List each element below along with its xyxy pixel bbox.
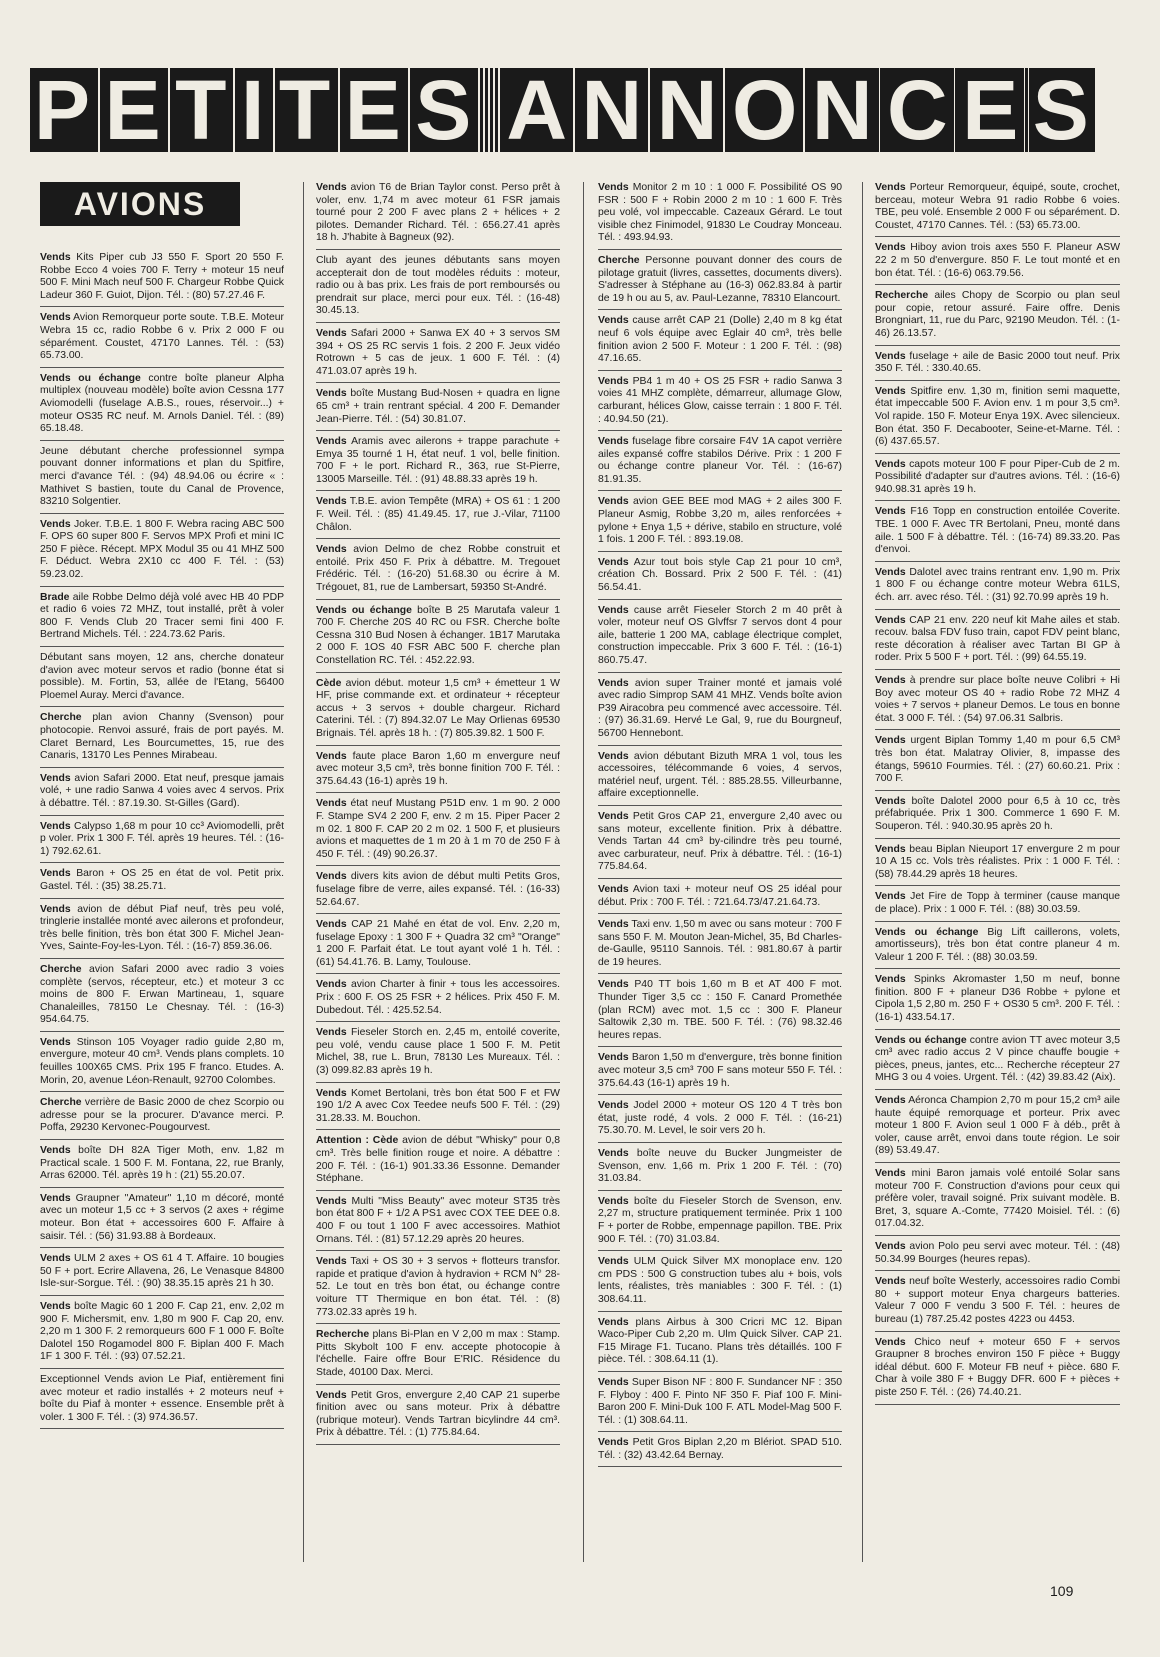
classified-ad [598, 1256, 842, 1311]
masthead-title [30, 63, 1095, 157]
ad-lead: Recherche [875, 290, 929, 302]
ad-text: Super Bison NF : 800 F. Sundancer NF : 350 F. Flyboy : 400 F. Pinto NF 350 F. Piaf 100 F. Mini-Baron 200 F. Mini-Duk 100 F. ATL Model-Mag 500 F. Tél. : (1) 308.64.11. [598, 1376, 842, 1426]
ad-text: beau Biplan Nieuport 17 envergure 2 m pour 10 A 15 cc. Vols très réalistes. Prix : 1 000 F. Tél. : (58) 78.44.29 après 18 heures. [875, 843, 1120, 880]
classified-ad [316, 605, 560, 673]
classified-ad [40, 1374, 284, 1429]
ad-lead: Vends [598, 556, 629, 568]
ad-text: contre avion TT avec moteur 3,5 cm³ avec radio accus 2 V pince chauffe bougie + pièces, pneus, jantes, etc... Recherche récepteur 27 MHG 3 ou 4 voies. Urgent. Tél. : (42) 39.83.42 (Aix). [875, 1034, 1120, 1084]
ad-lead: Vends [875, 675, 906, 686]
ad-text: Kits Piper cub J3 550 F. Sport 20 550 F. Robbe Ecco 4 voies 700 F. Terry + moteur 15 neuf 500 F. Mini Mach neuf 500 F. Chargeur Robbe Quick Ladeur 360 F. Guiot, Dijon. Tél. : (80) 57.27.46 F. [40, 252, 284, 301]
masthead-letter: T [171, 68, 232, 152]
classified-ad [40, 904, 284, 959]
ad-text: cause arrêt Fieseler Storch 2 m 40 prêt à voler, moteur neuf OS Glvffsr 7 servos dont 4 pour aile, batterie 1 200 MA, cablage électrique complet, construction impeccable. Prix 3 600 F. Tél. : (16-1) 860.75.47. [598, 604, 842, 666]
ad-lead: Vends [875, 974, 906, 986]
ad-text: Monitor 2 m 10 : 1 000 F. Possibilité OS 90 FSR : 500 F + Robin 2000 2 m 10 : 1 600 F. Très peu volé, vol impeccable. Cazeaux Gérard. Le tout visible chez Finimodel, 91830 Le Coudray Monceau. Tél. : 493.94.93. [598, 182, 842, 244]
classified-ad [316, 436, 560, 491]
classified-ad [316, 678, 560, 746]
classified-ad [598, 557, 842, 600]
ad-lead: Cède [316, 677, 342, 689]
classified-ad [316, 1088, 560, 1131]
ad-text: avion débutant Bizuth MRA 1 vol, tous les accessoires, télécommande 6 voies, 4 servos, matériel neuf, urgent. Tél. : 885.28.55. Villeurbanne, affaire exceptionnelle. [598, 750, 842, 800]
ad-text: Baron + OS 25 en état de vol. Petit prix. Gastel. Tél. : (35) 38.25.71. [40, 868, 284, 892]
ad-text: capots moteur 100 F pour Piper-Cub de 2 m. Possibilité d'adapter sur d'autres avions. Tél. : (16-6) 940.98.31 après 19 h. [875, 458, 1120, 495]
ads-column-3 [598, 182, 842, 1472]
ad-text: Exceptionnel Vends avion Le Piaf, entièrement fini avec moteur et radio installés + 2 moteurs neuf + boîte du Piaf à monter + essence. Ensemble prêt à voler. 1 300 F. Tél. : (3) 974.36.57. [40, 1373, 284, 1423]
classified-ad [316, 1135, 560, 1190]
classified-ad [875, 459, 1120, 502]
classified-ad [40, 1097, 284, 1140]
ad-lead: Vends [40, 252, 71, 263]
ad-lead: Vends [875, 1095, 906, 1107]
ad-lead: Vends [598, 1100, 629, 1112]
ad-lead: Vends [598, 677, 629, 689]
classified-ad [40, 1193, 284, 1248]
ad-text: Calypso 1,68 m pour 10 cc³ Aviomodelli, prêt p voler. Prix 1 300 F. Tél. après 19 heures. Tél. : (16-1) 792.62.61. [40, 820, 284, 857]
classified-ad [598, 182, 842, 250]
ad-text: Spitfire env. 1,30 m, finition semi maquette, état impeccable 500 F. Avion env. 1 m pour 3,5 cm³. Vol rapide. 150 F. Moteur Enya 19X. Avec silencieux. Bon état. 350 F. Decabooter, Seine-et-Marne. Tél. : (6) 437.65.57. [875, 385, 1120, 448]
masthead-letter: A [502, 68, 573, 152]
ad-lead: Vends [40, 820, 71, 832]
ad-text: Taxi env. 1,50 m avec ou sans moteur : 700 F sans 550 F. M. Mouton Jean-Michel, 35, Bd Charles-de-Gaulle, 95110 Sannois. Tél. : 981.80.67 à partir de 19 heures. [598, 919, 842, 968]
ad-text: Avion taxi + moteur neuf OS 25 idéal pour début. Prix : 700 F. Tél. : 721.64.73/47.21.64.73. [598, 883, 842, 908]
ad-text: CAP 21 env. 220 neuf kit Mahe ailes et stab. recouv. balsa FDV fuso train, capot FDV peint blanc, reste décoration à réaliser avec Tartan BI GP à roder. Prix 5 500 F + port. Tél. : (99) 64.55.19. [875, 614, 1120, 664]
ad-lead: Vends [598, 496, 629, 508]
classified-ad [598, 376, 842, 431]
classified-ad [875, 615, 1120, 670]
ad-text: boîte B 25 Marutafa valeur 1 700 F. Cherche 20S 40 RC ou FSR. Cherche boîte Cessna 310 Bud Nosen à échanger. 1B17 Marutaka 2 000 F. 1OS 40 FSR ABC 500 F. cherche plan Constellation RC. Tél. : 452.22.93. [316, 604, 560, 666]
ad-lead: Vends [40, 868, 71, 880]
ad-text: boîte du Fieseler Storch de Svenson, env. 2,27 m, structure pratiquement terminée. Prix 1 100 F + porter de Robbe, empennage papillon. TBE. Prix 900 F. Tél. : (70) 31.03.84. [598, 1195, 842, 1245]
ad-text: boîte DH 82A Tiger Moth, env. 1,82 m Practical scale. 1 500 F. M. Fontana, 22, rue Branly, Arras 62000. Tél. après 19 h : (21) 55.20.07. [40, 1145, 284, 1182]
classified-ad [875, 1095, 1120, 1163]
ad-text: aile Robbe Delmo déjà volé avec HB 40 PDP et radio 6 voies 72 MHZ, tout installé, prêt à voler 800 F. Vends Club 20 Tracer semi fini 400 F. Bertrand Michels. Tél. : 224.73.62 Paris. [40, 591, 284, 641]
ad-text: Hiboy avion trois axes 550 F. Planeur ASW 22 2 m 50 d'envergure. 850 F. Le tout monté et en bon état. Tél. : (16-6) 063.79.56. [875, 242, 1120, 279]
ad-text: Porteur Remorqueur, équipé, soute, crochet, berceau, moteur Webra 91 radio Robbe 6 voies. TBE, peu volé. Ensemble 2 000 F ou séparément. D. Coustet, 47170 Cannes. Tél. : (53) 65.73.00. [875, 182, 1120, 231]
ad-lead: Vends [40, 312, 71, 324]
ad-lead: Attention : Cède [316, 1135, 399, 1147]
ad-text: plans Airbus à 300 Cricri MC 12. Bipan Waco-Piper Cub 2,20 m. Ulm Quick Silver. CAP 21. F15 Mirage F1. Tucano. Plans très détaillés. 100 F pièce. Tél. : 308.64.11 (1). [598, 1316, 842, 1366]
ad-lead: Vends [875, 566, 906, 578]
ad-text: Taxi + OS 30 + 3 servos + flotteurs transfor. rapide et pratique d'avion à hydravion + RCM N° 28-52. Le tout en très bon état, ou échange contre voiture TT Thermique en bon état. Tél. : (8) 773.02.33 après 19 h. [316, 1256, 560, 1318]
classified-ad [40, 446, 284, 514]
classified-ad [875, 290, 1120, 345]
ad-lead: Brade [40, 591, 70, 603]
ad-text: ailes Chopy de Scorpio ou plan seul pour copie, retour assuré. Faire offre. Denis Brongniart, 11, rue du Parc, 92190 Meudon. Tél. : (1-46) 26.13.57. [875, 290, 1120, 339]
ads-column-4 [875, 182, 1120, 1410]
classified-ad [598, 1196, 842, 1251]
masthead-letter: T [275, 68, 336, 152]
classified-ad [316, 1196, 560, 1251]
ad-lead: Vends [598, 919, 629, 931]
ad-lead: Vends [598, 1316, 629, 1328]
ad-lead: Vends [40, 903, 71, 915]
classified-ad [875, 1168, 1120, 1236]
ad-lead: Vends [598, 883, 629, 895]
ad-lead: Vends [598, 375, 629, 387]
ad-text: Aramis avec ailerons + trappe parachute + Emya 35 tourné 1 H, état neuf. 1 vol, belle finition. 700 F + le port. Richard R., 363, rue St-Pierre, 13005 Marseille. Tél. : (91) 48.88.33 après 19 h. [316, 436, 560, 485]
ad-lead: Vends [875, 843, 906, 855]
ad-lead: Vends [875, 458, 906, 470]
classified-ad [40, 592, 284, 647]
ad-lead: Vends [316, 798, 347, 810]
ad-lead: Vends [875, 182, 906, 193]
classified-ad [875, 844, 1120, 887]
ad-text: P40 TT bois 1,60 m B et AT 400 F mot. Thunder Tiger 3,5 cc : 150 F. Canard Promethée (plan RCM) avec mot. 1,5 cc : 300 F. Planeur Saltowik 2,30 m. TBE. 500 F. Tél. : (76) 98.32.46 heures repas. [598, 979, 842, 1041]
classified-ad [40, 252, 284, 307]
ad-lead: Vends [316, 919, 347, 931]
ad-text: Komet Bertolani, très bon état 500 F et FW 190 1/2 A avec Cox Teedee neufs 500 F. Tél. : (29) 31.28.33. M. Bouchon. [316, 1087, 560, 1124]
classified-ad [316, 182, 560, 250]
masthead-letter: N [808, 68, 879, 152]
ad-text: Jeune débutant cherche professionnel sympa pouvant donner informations et plan du Spitfire, merci d'avance Tél. : (94) 48.94.06 ou écrire « : Mathivet S bastien, toute du Canal de Provence, 83210 Solgentier. [40, 445, 284, 508]
classified-ad [875, 506, 1120, 561]
ad-lead: Vends ou échange [875, 1034, 967, 1046]
classified-ad [316, 1329, 560, 1384]
classified-ad [316, 544, 560, 599]
classified-ad [875, 182, 1120, 237]
classified-ad [316, 919, 560, 974]
ad-lead: Vends [40, 1036, 71, 1048]
classified-ad [875, 1241, 1120, 1271]
ad-text: faute place Baron 1,60 m envergure neuf avec moteur 3,5 cm³, très bonne finition 700 F. Tél. : 375.64.43 (16-1) après 19 h. [316, 750, 560, 787]
ad-lead: Vends [598, 979, 629, 991]
classified-ad [40, 868, 284, 898]
ad-lead: Vends [598, 1052, 629, 1064]
ads-column-1 [40, 252, 284, 1434]
ad-lead: Vends [598, 1195, 629, 1207]
classified-ad [598, 1148, 842, 1191]
ad-text: ULM Quick Silver MX monoplace env. 120 cm PDS : 500 G construction tubes alu + bois, vols lents, réalistes, très maniables : 300 F. Tél. : (1) 308.64.11. [598, 1256, 842, 1305]
classified-ad [875, 1337, 1120, 1405]
column-rule [583, 182, 584, 1562]
column-rule [303, 182, 304, 1562]
classified-ad [875, 242, 1120, 285]
ad-text: Petit Gros Biplan 2,20 m Blériot. SPAD 510. Tél. : (32) 43.42.64 Bernay. [598, 1437, 842, 1461]
ad-text: Azur tout bois style Cap 21 pour 10 cm³, création Ch. Bossard. Prix 2 500 F. Tél. : (41) 56.54.41. [598, 556, 842, 594]
masthead-letter: N [653, 68, 724, 152]
classified-ad [598, 1317, 842, 1372]
classified-ad [40, 652, 284, 707]
masthead-letter: O [728, 68, 803, 152]
ad-text: T.B.E. avion Tempête (MRA) + OS 61 : 1 200 F. Weil. Tél. : (85) 41.49.45. 17, rue J.-Vilar, 71100 Châlon. [316, 496, 560, 533]
ad-lead: Vends [598, 1256, 629, 1268]
classified-ad [40, 1145, 284, 1188]
ad-text: Débutant sans moyen, 12 ans, cherche donateur d'avion avec moteur servos et radio (bonne état si possible). M. Fortin, 53, allée de l'Etang, 56400 Ploemel Auray. Merci d'avance. [40, 652, 284, 701]
ad-text: Dalotel avec trains rentrant env. 1,90 m. Prix 1 800 F ou échange contre moteur Webra 61LS, éch. arr. avec réso. Tél. : (31) 92.70.99 après 19 h. [875, 566, 1120, 604]
ad-lead: Cherche [40, 963, 82, 975]
masthead-letter: I [237, 68, 270, 152]
masthead-letter: E [101, 68, 167, 152]
classified-ad [40, 373, 284, 441]
ad-text: fuselage fibre corsaire F4V 1A capot verrière ailes expansé coffre stabilos Dérive. Prix : 1 200 F ou échange contre planeur Vor. Tél. : (16-67) 81.91.35. [598, 436, 842, 485]
ad-text: Spinks Akromaster 1,50 m neuf, bonne finition. 800 F + planeur D36 Robbe + pylone et Cipola 1,5 2,80 m. 250 F + OS30 5 cm³. 200 F. Tél. : (16-1) 433.54.17. [875, 974, 1120, 1024]
classified-ad [875, 351, 1120, 381]
ad-lead: Vends [316, 544, 347, 556]
classified-ad [40, 312, 284, 367]
ad-text: Petit Gros CAP 21, envergure 2,40 avec ou sans moteur, excellente finition. Prix à débattre. Vends Tartan 44 cm³ by-cilindre très peu tourné, avec carburateur, neuf. Prix à débattre. Tél. : (16-1) 775.84.64. [598, 810, 842, 873]
classified-ad [316, 255, 560, 323]
ad-text: Chico neuf + moteur 650 F + servos Graupner 8 broches environ 150 F pièce + Buggy idéal début. 600 F. Moteur FB neuf + pièce. 680 F. Char à voile 380 F + Buggy DFR. 600 F + pièces + piste 250 F. Tél. : (26) 74.40.21. [875, 1336, 1120, 1398]
classified-ad [40, 1037, 284, 1092]
ad-text: Jodel 2000 + moteur OS 120 4 T très bon état, juste rodé, 4 vols. 2 000 F. Tél. : (16-21) 75.30.70. M. Level, le soir vers 20 h. [598, 1100, 842, 1137]
classified-ad [316, 496, 560, 539]
ad-lead: Vends [40, 1192, 71, 1204]
ad-text: mini Baron jamais volé entoilé Solar sans moteur 700 F. Construction d'avions pour ceux qui préfère voler, travail soigné. Prix suivant modèle. B. Bret, 3, square A.-Comte, 77420 Moisiel. Tél. : (6) 017.04.32. [875, 1168, 1120, 1230]
ad-lead: Vends [316, 1389, 347, 1401]
classified-ad [875, 1035, 1120, 1090]
masthead-letter: S [1029, 68, 1095, 152]
classified-ad [598, 315, 842, 370]
classified-ad [40, 821, 284, 864]
ad-text: plans Bi-Plan en V 2,00 m max : Stamp. Pitts Skybolt 100 F env. accepte photocopie à l'échelle. Faire offre Bour E'RIC. Résidence du Stade, 40100 Dax. Merci. [316, 1329, 560, 1378]
classified-ad [598, 1377, 842, 1432]
classified-ad [875, 735, 1120, 790]
ad-text: boîte Magic 60 1 200 F. Cap 21, env. 2,02 m 900 F. Michersmit, env. 1,80 m 900 F. Cap 20, env. 2,20 m 1 300 F. 2 remorqueurs 600 F 1 000 F. Boîte Dalotel 150 Rogamodel 800 F. Biplan 400 F. Mach 1F 1 300 F. Tél. : (93) 07.52.21. [40, 1300, 284, 1363]
ad-text: contre boîte planeur Alpha multiplex (nouveau modèle) boîte avion Cessna 177 Aviomodelli (fuselage A.B.S., roues, réservoir...) + moteur OS35 RC neuf. M. Arnols Daniel. Tél. : (89) 65.18.48. [40, 372, 284, 435]
classified-ad [598, 979, 842, 1047]
ad-lead: Vends [316, 1087, 347, 1099]
classified-ad [875, 796, 1120, 839]
ad-lead: Vends [40, 1253, 71, 1265]
ad-text: Personne pouvant donner des cours de pilotage gratuit (livres, cassettes, documents divers). S'adresser à Stéphane au (16-3) 062.83.84 à partir de 19 h ou au 5, av. Paul-Lezanne, 78310 Elancourt. [598, 254, 842, 304]
ad-text: avion Polo peu servi avec moteur. Tél. : (48) 50.34.99 Bourges (heures repas). [875, 1240, 1120, 1265]
ad-text: cause arrêt CAP 21 (Dolle) 2,40 m 8 kg état neuf 6 vols équipe avec Eglair 40 cm³, très belle finition avion 2 500 F. Moteur : 1 200 F. Tél. : (98) 47.16.65. [598, 315, 842, 365]
ad-lead: Vends [598, 604, 629, 616]
masthead-letter: S [411, 68, 477, 152]
column-rule [862, 182, 863, 1562]
ad-lead: Vends [316, 979, 347, 991]
ad-text: Fieseler Storch en. 2,45 m, entoilé coverite, peu volé, vendu cause place 1 500 F. M. Petit Michel, 38, rue L. Brun, 78130 Les Mureaux. Tél. : (3) 099.82.83 après 19 h. [316, 1027, 560, 1077]
classified-ad [875, 567, 1120, 610]
ad-text: avion Charter à finir + tous les accessoires. Prix : 600 F. OS 25 FSR + 2 hélices. Prix 450 F. M. Dubedout. Tél. : 425.52.54. [316, 979, 560, 1016]
ad-lead: Recherche [316, 1329, 370, 1341]
masthead-letter: C [883, 68, 954, 152]
classified-ad [40, 773, 284, 816]
classified-ad [40, 712, 284, 767]
ad-text: à prendre sur place boîte neuve Colibri + Hi Boy avec moteur OS 40 + radio Robe 72 MHZ 4 voies + 7 servos + planeur Demos. Le tous en bonne état. 3 000 F. Tél. : (54) 97.06.31 Salbris. [875, 675, 1120, 724]
ad-lead: Vends [316, 496, 347, 508]
ad-lead: Vends [40, 518, 71, 530]
ad-lead: Cherche [598, 254, 640, 266]
ad-text: F16 Topp en construction entoilée Coverite. TBE. 1 000 F. Avec TR Bertolani, Pneu, monté dans aile. 1 500 F à débattre. Tél. : (16-74) 89.33.20. Pas d'envoi. [875, 506, 1120, 556]
ad-lead: Cherche [40, 1097, 82, 1109]
ad-text: PB4 1 m 40 + OS 25 FSR + radio Sanwa 3 voies 41 MHZ complète, démarreur, allumage Glow, carburant, hélices Glow, caisse terrain : 1 800 F. Tél. : 40.94.50 (21). [598, 375, 842, 425]
ad-lead: Vends [598, 1148, 629, 1159]
ad-lead: Vends [316, 388, 347, 400]
ad-text: Stinson 105 Voyager radio guide 2,80 m, envergure, moteur 40 cm³. Vends plans complets. 10 feuilles 100X65 CMS. Prix 195 F franco. Etudes. A. Morin, 20, avenue Léon-Renault, 92700 Colombes. [40, 1036, 284, 1086]
ad-lead: Vends [316, 871, 347, 883]
page-number: 109 [1050, 1583, 1074, 1599]
ad-text: plan avion Channy (Svenson) pour photocopie. Renvoi assuré, frais de port payés. M. Claret Bernard, Les Bourcumettes, 15, rue des Canaris, 13170 Les Pennes Mirabeau. [40, 712, 284, 762]
classified-ad [875, 1276, 1120, 1331]
ad-lead: Vends ou échange [875, 926, 979, 938]
ad-text: neuf boîte Westerly, accessoires radio Combi 80 + support moteur Enya chargeurs batteries. Valeur 7 000 F vendu 3 500 F. Tél. : heures de bureau (1) 787.25.42 postes 4223 ou 4453. [875, 1276, 1120, 1325]
ad-text: boîte Dalotel 2000 pour 6,5 à 10 cc, très préfabriquée. Prix 1 300. Commerce 1 690 F. M. Souperon. Tél. : 940.30.95 après 20 h. [875, 795, 1120, 832]
classified-ad [598, 678, 842, 746]
classified-ad [598, 436, 842, 491]
ad-lead: Vends [316, 1195, 347, 1207]
ad-text: ULM 2 axes + OS 61 4 T. Affaire. 10 bougies 50 F + port. Ecrire Allavena, 26, Le Venasque 84800 Isle-sur-Sorgue. Tél. : (90) 38.35.15 après 21 h 30. [40, 1253, 284, 1290]
ad-text: avion début. moteur 1,5 cm³ + émetteur 1 W HF, prise commande ext. et ordinateur + récepteur accus + 3 servos + double chargeur. Richard Caterini. Tél. : (7) 894.32.07 Le May Orlienas 69530 Brignais. Tél. après 18 h. : (7) 805.39.82. 1 500 F. [316, 677, 560, 739]
section-heading: AVIONS [40, 182, 240, 226]
classified-ad [598, 496, 842, 551]
ad-lead: Vends [875, 1276, 906, 1288]
ad-lead: Vends [598, 436, 629, 448]
classified-ad [316, 871, 560, 914]
ad-text: divers kits avion de début multi Petits Gros, fuselage fibre de verre, ailes expansé. Tél. : (16-33) 52.64.67. [316, 871, 560, 908]
classified-ad [598, 605, 842, 673]
ad-text: boîte neuve du Bucker Jungmeister de Svenson, env. 1,66 m. Prix 1 200 F. Tél. : (70) 31.03.84. [598, 1148, 842, 1185]
ad-text: fuselage + aile de Basic 2000 tout neuf. Prix 350 F. Tél. : 330.40.65. [875, 350, 1120, 375]
ad-text: état neuf Mustang P51D env. 1 m 90. 2 000 F. Stampe SV4 2 200 F, env. 2 m 15. Piper Pacer 2 m 02. 1 800 F. CAP 20 2 m 02. 1 500 F, et plusieurs avions et maquettes de 1 m 20 à 1 m 70 de 250 F à 450 F. Tél. : (49) 90.26.37. [316, 798, 560, 860]
ad-lead: Vends [598, 1437, 629, 1449]
ad-lead: Vends [875, 506, 906, 518]
ad-text: Petit Gros, envergure 2,40 CAP 21 superbe finition avec ou sans moteur. Prix à débattre (rubrique moteur). Vends Tartran bicylindre 44 cm³. Prix à débattre. Tél. : (1) 775.84.64. [316, 1389, 560, 1439]
ad-lead: Vends ou échange [40, 372, 141, 384]
ad-text: avion de début "Whisky" pour 0,8 cm³. Très belle finition rouge et noire. A débattre : 200 F. Tél. : (16-1) 901.33.36 Essonne. Demander Stéphane. [316, 1135, 560, 1185]
ad-text: CAP 21 Mahé en état de vol. Env. 2,20 m, fuselage Epoxy : 1 300 F + Quadra 32 cm³ "Orange" 1 200 F. Parfait état. Le tout ayant volé 1 h. Tél. : (61) 54.41.76. B. Lamy, Toulouse. [316, 919, 560, 968]
ad-lead: Vends [316, 327, 347, 339]
classified-ad [40, 1253, 284, 1296]
classified-ad [598, 811, 842, 879]
classified-ad [316, 1256, 560, 1324]
classified-ad [316, 1390, 560, 1445]
ad-lead: Vends [316, 1027, 347, 1039]
ad-lead: Vends ou échange [316, 604, 412, 616]
classified-ad [316, 328, 560, 383]
ad-lead: Vends [40, 772, 71, 784]
classified-ad [598, 255, 842, 310]
ad-text: Aéronca Champion 2,70 m pour 15,2 cm³ aile haute équipé remorquage et porteur. Prix avec moteur 1 800 F. Avion seul 1 000 F à déb., prêt à voler, cause arrêt, envoi dans toute région. Le soir (89) 53.49.47. [875, 1095, 1120, 1157]
ad-lead: Vends [598, 315, 629, 327]
ad-lead: Vends [598, 182, 629, 193]
ad-lead: Vends [875, 242, 906, 254]
ad-lead: Vends [598, 1376, 629, 1388]
ad-lead: Cherche [40, 712, 82, 724]
classified-ad [316, 388, 560, 431]
classified-ad [40, 1301, 284, 1369]
classified-ad [316, 1027, 560, 1082]
ad-text: Baron 1,50 m d'envergure, très bonne finition avec moteur 3,5 cm³ 700 F sans moteur 550 F. Tél. : 375.64.43 (16-1) après 19 h. [598, 1052, 842, 1089]
classified-ad [40, 964, 284, 1032]
ads-column-2 [316, 182, 560, 1450]
classified-ad [598, 1052, 842, 1095]
classified-ad [598, 751, 842, 806]
ad-lead: Vends [875, 891, 906, 903]
ad-text: avion GEE BEE mod MAG + 2 ailes 300 F. Planeur Asmig, Robbe 3,20 m, ailes renforcées + pylone + Enya 1,5 + dérive, stabilo en structure, volé 1 fois. 1 200 F. Tél. : 893.19.08. [598, 496, 842, 546]
ad-text: Club ayant des jeunes débutants sans moyen accepterait don de tout modèles réduits : moteur, radio ou à bas prix. Les frais de port remboursés ou prendrait sur place, merci pour eux. Tél. : (16-48) 30.45.13. [316, 254, 560, 317]
classified-ad [598, 1437, 842, 1467]
ad-lead: Vends [875, 1336, 906, 1348]
ad-text: Graupner "Amateur" 1,10 m décoré, monté avec un moteur 1,5 cc + 3 servos (2 axes + régime moteur. Bon état + accessoires 600 F. Affaire à saisir. Tél. : (56) 31.93.88 à Bordeaux. [40, 1192, 284, 1242]
ad-text: avion T6 de Brian Taylor const. Perso prêt à voler, env. 1,74 m avec moteur 61 FSR jamais tourné pour 2 200 F avec plans 2 + hélices + 2 pilotes. Demander Richard. Tél. : 656.27.41 après 18 h. J'habite à Bagneux (92). [316, 182, 560, 244]
ad-lead: Vends [875, 735, 906, 747]
ad-lead: Vends [40, 1145, 71, 1157]
masthead-letter: E [341, 68, 407, 152]
ad-text: avion Safari 2000. Etat neuf, presque jamais volé, + une radio Sanwa 4 voies avec 4 servos. Prix à débattre. Tél. : 87.19.30. St-Gilles (Gard). [40, 772, 284, 809]
ad-text: avion Safari 2000 avec radio 3 voies complète (servos, récepteur, etc.) et moteur 3 cc moins de 800 F. Erwan Martineau, 1, square Chanaleilles, 78150 Le Chesnay. Tél. : (16-3) 954.64.75. [40, 963, 284, 1026]
ad-lead: Vends [316, 1256, 347, 1268]
ad-text: avion de début Piaf neuf, très peu volé, tringlerie installée monté avec ailerons et profondeur, très belle finition, très bon état 300 F. Michel Jean-Yves, Sainte-Foy-les-Lyon. Tél. : (16-7) 859.36.06. [40, 903, 284, 953]
ad-lead: Vends [598, 750, 629, 762]
ad-lead: Vends [875, 795, 906, 807]
masthead-letter: E [958, 68, 1024, 152]
classified-ad [316, 979, 560, 1022]
ad-lead: Vends [875, 1240, 906, 1252]
ad-lead: Vends [875, 1168, 906, 1179]
classified-ad [598, 1100, 842, 1143]
classified-ad [875, 974, 1120, 1029]
ad-lead: Vends [598, 810, 629, 822]
masthead-letter: N [578, 68, 649, 152]
classified-ad [316, 798, 560, 866]
classified-ad [875, 927, 1120, 970]
ad-text: Multi "Miss Beauty" avec moteur ST35 très bon état 800 F + 1/2 A PS1 avec COX TEE DEE 0.8. 400 F ou tout 1 100 F avec accessoires. Mathiot Ornans. Tél. : (81) 57.12.29 après 20 heures. [316, 1195, 560, 1245]
ad-lead: Vends [316, 436, 347, 448]
ad-text: Joker. T.B.E. 1 800 F. Webra racing ABC 500 F. OPS 60 super 800 F. Servos MPX Profi et mini IC 250 F pièce. Récept. MPX Modul 35 ou 41 MHZ 500 F. Déduct. Webra 2X10 cc 400 F. Tél. : (53) 59.23.02. [40, 518, 284, 581]
masthead-letter: P [30, 68, 96, 152]
ad-lead: Vends [316, 182, 347, 193]
ad-lead: Vends [875, 614, 906, 626]
ad-lead: Vends [40, 1300, 71, 1312]
ad-lead: Vends [875, 350, 906, 362]
ad-text: urgent Biplan Tommy 1,40 m pour 6,5 CM³ très bon état. Malatray Olivier, 8, impasse des étangs, 59610 Fourmies. Tél. : (27) 60.60.21. Prix : 700 F. [875, 735, 1120, 785]
ad-text: Safari 2000 + Sanwa EX 40 + 3 servos SM 394 + OS 25 RC servis 1 fois. 2 200 F. Jeux vidéo Rotrown + 5 cas de jeux. 1 600 F. Tél. : (4) 471.03.07 après 19 h. [316, 327, 560, 377]
classified-ad [875, 675, 1120, 730]
classified-ad [875, 891, 1120, 921]
ad-lead: Vends [875, 385, 906, 397]
ad-text: boîte Mustang Bud-Nosen + quadra en ligne 65 cm³ + train rentrant spécial. 4 200 F. Demander Jean-Pierre. Tél. : (54) 30.81.07. [316, 388, 560, 425]
classified-ad [316, 751, 560, 794]
ad-text: Avion Remorqueur porte soute. T.B.E. Moteur Webra 15 cc, radio Robbe 6 v. Prix 2 000 F ou séparément. Coustet, 47170 Lannes. Tél. : (53) 65.73.00. [40, 312, 284, 362]
classified-ad [40, 519, 284, 587]
ad-text: Big Lift caillerons, volets, amortisseurs), très bon état contre planeur 4 m. Valeur 1 200 F. Tél. : (88) 30.03.59. [875, 926, 1120, 963]
ad-text: verrière de Basic 2000 de chez Scorpio ou adresse pour se la procurer. D'avance merci. P. Poffa, 29230 Kervonec-Pougourvest. [40, 1097, 284, 1134]
ad-text: Jet Fire de Topp à terminer (cause manque de place). Prix : 1 000 F. Tél. : (88) 30.03.59. [875, 891, 1120, 915]
ad-lead: Vends [316, 750, 347, 762]
ad-text: avion Delmo de chez Robbe construit et entoilé. Prix 450 F. Prix à débattre. M. Tregouet Frédéric. Tél. : (16-20) 51.68.30 ou écrire à M. Trégouet, 81, rue de Lambersart, 59350 St-André. [316, 544, 560, 594]
ad-text: avion super Trainer monté et jamais volé avec radio Simprop SAM 41 MHZ. Vends boîte avion P39 Airacobra peu commencé avec accessoire. Tél. : (97) 36.31.69. Hervé Le Gal, 9, rue du Bourgneuf, 56700 Hennebont. [598, 677, 842, 739]
classified-ad [875, 386, 1120, 454]
classified-ad [598, 884, 842, 914]
classified-ad [598, 919, 842, 974]
